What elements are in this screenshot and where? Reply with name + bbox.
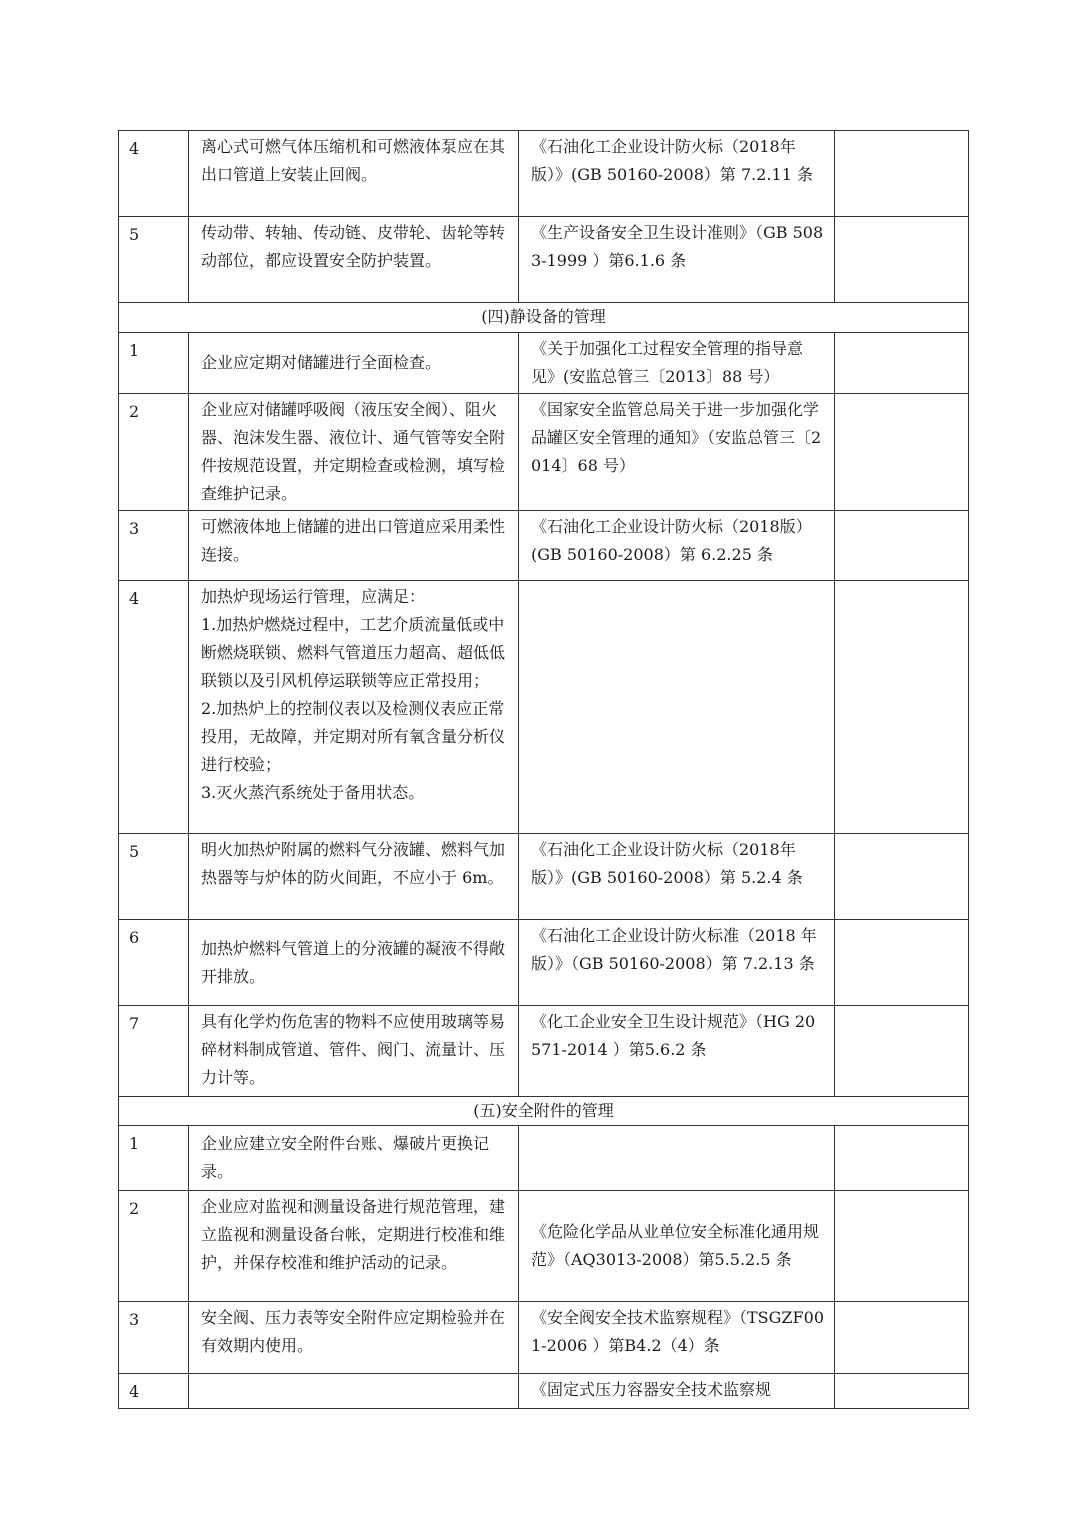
item-number: 7 xyxy=(119,1006,189,1097)
table-row xyxy=(119,920,969,1006)
basis-text: 《石油化工企业设计防火标（2018年版）》(GB 50160-2008）第 5.2.4 条 xyxy=(519,834,835,920)
note-cell xyxy=(835,581,969,834)
basis-text: 《石油化工企业设计防火标（2018年版）》(GB 50160-2008）第 7.2.11 条 xyxy=(519,131,835,217)
requirement-line: 1.加热炉燃烧过程中，工艺介质流量低或中断燃烧联锁、燃料气管道压力超高、超低低联锁以及引风机停运联锁等应正常投用； xyxy=(201,615,506,690)
basis-text: 《国家安全监管总局关于进一步加强化学品罐区安全管理的通知》（安监总管三〔2014〕68 号） xyxy=(519,394,835,511)
basis-text: 《安全阀安全技术监察规程》（TSGZF001-2006 ）第B4.2（4）条 xyxy=(519,1302,835,1374)
basis-text: 《生产设备安全卫生设计准则》（GB 5083-1999 ）第6.1.6 条 xyxy=(519,217,835,303)
requirement-text: 企业应对储罐呼吸阀（液压安全阀）、阻火器、泡沫发生器、液位计、通气管等安全附件按规范设置，并定期检查或检测，填写检查维护记录。 xyxy=(189,394,519,511)
note-cell xyxy=(835,131,969,217)
basis-text: 《危险化学品从业单位安全标准化通用规范》（AQ3013-2008）第5.5.2.5 条 xyxy=(519,1191,835,1302)
requirement-text: 安全阀、压力表等安全附件应定期检验并在有效期内使用。 xyxy=(189,1302,519,1374)
item-number: 5 xyxy=(119,834,189,920)
requirement-text: 传动带、转轴、传动链、皮带轮、齿轮等转动部位，都应设置安全防护装置。 xyxy=(189,217,519,303)
item-number: 1 xyxy=(119,1126,189,1191)
table-row xyxy=(119,1191,969,1302)
table-row xyxy=(119,1374,969,1409)
requirement-text xyxy=(189,1374,519,1409)
note-cell xyxy=(835,1006,969,1097)
item-number: 4 xyxy=(119,131,189,217)
table-row xyxy=(119,1126,969,1191)
requirement-text: 企业应对监视和测量设备进行规范管理，建立监视和测量设备台帐，定期进行校准和维护，并保存校准和维护活动的记录。 xyxy=(189,1191,519,1302)
requirement-text: 明火加热炉附属的燃料气分液罐、燃料气加热器等与炉体的防火间距，不应小于 6m。 xyxy=(189,834,519,920)
note-cell xyxy=(835,394,969,511)
requirement-text: 可燃液体地上储罐的进出口管道应采用柔性连接。 xyxy=(189,511,519,581)
note-cell xyxy=(835,920,969,1006)
requirement-line: 加热炉现场运行管理，应满足： xyxy=(201,587,426,606)
table-row xyxy=(119,834,969,920)
basis-text: 《化工企业安全卫生设计规范》（HG 20571-2014 ）第5.6.2 条 xyxy=(519,1006,835,1097)
requirement-text: 具有化学灼伤危害的物料不应使用玻璃等易碎材料制成管道、管件、阀门、流量计、压力计等。 xyxy=(189,1006,519,1097)
item-number: 3 xyxy=(119,511,189,581)
requirement-text: 加热炉燃料气管道上的分液罐的凝液不得敞开排放。 xyxy=(189,920,519,1006)
table-row xyxy=(119,394,969,511)
section-header-row xyxy=(119,1097,969,1126)
basis-text xyxy=(519,1126,835,1191)
note-cell xyxy=(835,1302,969,1374)
basis-text: 《关于加强化工过程安全管理的指导意见》(安监总管三〔2013〕88 号） xyxy=(519,333,835,394)
section-title: (五)安全附件的管理 xyxy=(119,1097,969,1126)
item-number: 4 xyxy=(119,1374,189,1409)
item-number: 2 xyxy=(119,1191,189,1302)
requirement-text xyxy=(189,581,519,834)
note-cell xyxy=(835,834,969,920)
inspection-table xyxy=(118,130,969,1409)
table-row xyxy=(119,1006,969,1097)
item-number: 4 xyxy=(119,581,189,834)
requirement-text: 企业应定期对储罐进行全面检查。 xyxy=(189,333,519,394)
table-row xyxy=(119,1302,969,1374)
note-cell xyxy=(835,511,969,581)
item-number: 6 xyxy=(119,920,189,1006)
table-row xyxy=(119,581,969,834)
table-row xyxy=(119,333,969,394)
basis-text xyxy=(519,581,835,834)
item-number: 2 xyxy=(119,394,189,511)
table-row xyxy=(119,217,969,303)
table-row xyxy=(119,131,969,217)
table-row xyxy=(119,511,969,581)
note-cell xyxy=(835,1374,969,1409)
section-title: (四)静设备的管理 xyxy=(119,303,969,333)
item-number: 5 xyxy=(119,217,189,303)
requirement-line: 2.加热炉上的控制仪表以及检测仪表应正常投用，无故障，并定期对所有氧含量分析仪进行校验； xyxy=(201,699,506,774)
item-number: 1 xyxy=(119,333,189,394)
note-cell xyxy=(835,217,969,303)
note-cell xyxy=(835,1191,969,1302)
requirement-text: 企业应建立安全附件台账、爆破片更换记录。 xyxy=(189,1126,519,1191)
requirement-text: 离心式可燃气体压缩机和可燃液体泵应在其出口管道上安装止回阀。 xyxy=(189,131,519,217)
basis-text: 《固定式压力容器安全技术监察规 xyxy=(519,1374,835,1409)
note-cell xyxy=(835,1126,969,1191)
basis-text: 《石油化工企业设计防火标准（2018 年版）》（GB 50160-2008）第 7.2.13 条 xyxy=(519,920,835,1006)
note-cell xyxy=(835,333,969,394)
item-number: 3 xyxy=(119,1302,189,1374)
basis-text: 《石油化工企业设计防火标（2018版）(GB 50160-2008）第 6.2.25 条 xyxy=(519,511,835,581)
section-header-row xyxy=(119,303,969,333)
requirement-line: 3.灭火蒸汽系统处于备用状态。 xyxy=(201,783,425,802)
